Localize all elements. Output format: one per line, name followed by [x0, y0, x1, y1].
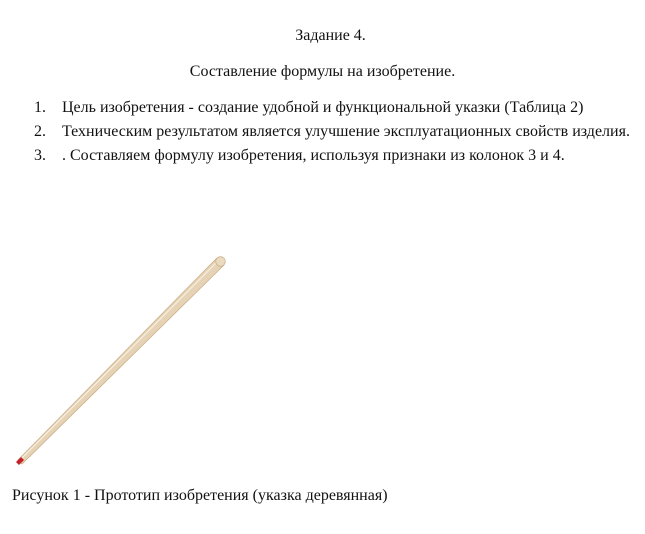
list-item [34, 144, 645, 168]
figure-caption: Рисунок 1 - Прототип изобретения (указка деревянная) [12, 487, 388, 504]
task-heading: Задание 4. [295, 27, 366, 44]
list-item-number: 1. [34, 99, 46, 116]
task-subheading: Составление формулы на изобретение. [189, 63, 456, 80]
list-item [34, 120, 645, 144]
pointer-end [216, 257, 226, 267]
goal-list [34, 96, 645, 168]
pointer-highlight [20, 261, 218, 460]
list-item-text: . Составляем формулу изобретения, используя признаки из колонок 3 и 4. [62, 147, 565, 164]
list-item-text: Техническим результатом является улучшение эксплуатационных свойств изделия. [62, 123, 630, 140]
list-item [34, 96, 645, 120]
list-item-number: 2. [34, 123, 46, 140]
pointer-shaft [18, 258, 224, 464]
list-item-number: 3. [34, 147, 46, 164]
list-item-text: Цель изобретения - создание удобной и функциональной указки (Таблица 2) [62, 99, 584, 116]
wooden-pointer-image [10, 252, 230, 472]
